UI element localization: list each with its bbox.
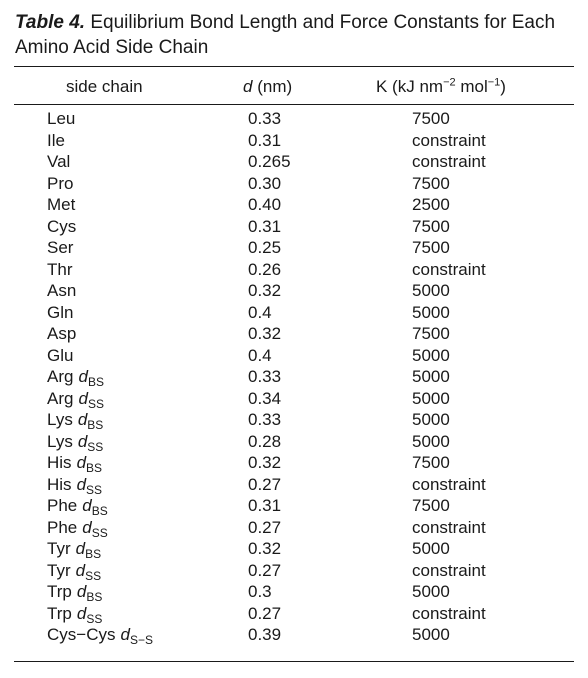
table-row bbox=[0, 173, 588, 195]
distance-subscript: $d_{BS}$ bbox=[78, 367, 104, 389]
side-chain-cell: Tyr $d_{SS}$ bbox=[47, 560, 102, 583]
bond-length-cell: 0.27 bbox=[248, 560, 282, 580]
table-row bbox=[0, 194, 588, 216]
table-body bbox=[0, 108, 588, 646]
side-chain-cell: Lys $d_{BS}$ bbox=[47, 410, 104, 432]
side-chain-cell: Trp $d_{SS}$ bbox=[47, 603, 103, 626]
side-chain-cell: Tyr $d_{BS}$ bbox=[47, 539, 102, 561]
table-row bbox=[0, 474, 588, 496]
table-row bbox=[0, 581, 588, 603]
table-row bbox=[0, 130, 588, 152]
side-chain-cell: Thr bbox=[47, 259, 73, 279]
table-row bbox=[0, 388, 588, 410]
header-d-symbol: d bbox=[243, 77, 253, 96]
table-row bbox=[0, 108, 588, 130]
side-chain-cell: Phe $d_{SS}$ bbox=[47, 517, 108, 540]
side-chain-cell: Asn bbox=[47, 281, 77, 300]
header-d bbox=[243, 76, 292, 98]
side-chain-cell: Trp $d_{BS}$ bbox=[47, 582, 103, 604]
side-chain-cell: Leu bbox=[47, 109, 76, 128]
force-constant-cell: 5000 bbox=[412, 302, 450, 322]
header-rule bbox=[14, 104, 574, 105]
bond-length-cell: 0.4 bbox=[248, 345, 272, 365]
force-constant-cell: constraint bbox=[412, 152, 486, 171]
table-row bbox=[0, 452, 588, 474]
bond-length-cell: 0.27 bbox=[248, 474, 282, 494]
side-chain-cell: Met bbox=[47, 195, 76, 214]
table-row bbox=[0, 517, 588, 539]
force-constant-cell: constraint bbox=[412, 259, 486, 279]
table-row bbox=[0, 603, 588, 625]
bond-length-cell: 0.32 bbox=[248, 539, 282, 558]
side-chain-cell: Arg $d_{SS}$ bbox=[47, 388, 104, 411]
force-constant-cell: 5000 bbox=[412, 281, 450, 300]
table-caption bbox=[15, 10, 575, 60]
force-constant-cell: 5000 bbox=[412, 410, 450, 429]
table-row bbox=[0, 302, 588, 324]
side-chain-cell: Cys bbox=[47, 216, 77, 236]
bottom-rule bbox=[14, 661, 574, 662]
table-row bbox=[0, 151, 588, 173]
distance-subscript: $d_{SS}$ bbox=[75, 560, 102, 583]
bond-length-cell: 0.32 bbox=[248, 453, 282, 472]
force-constant-cell: 5000 bbox=[412, 367, 450, 386]
table-row bbox=[0, 259, 588, 281]
table-row bbox=[0, 560, 588, 582]
side-chain-cell: Phe $d_{BS}$ bbox=[47, 496, 108, 518]
force-constant-cell: 7500 bbox=[412, 238, 450, 257]
force-constant-cell: 5000 bbox=[412, 625, 450, 644]
table-row bbox=[0, 538, 588, 560]
force-constant-cell: constraint bbox=[412, 603, 486, 623]
table-row bbox=[0, 624, 588, 646]
bond-length-cell: 0.25 bbox=[248, 238, 282, 257]
side-chain-cell: Asp bbox=[47, 324, 77, 343]
table-row bbox=[0, 345, 588, 367]
bond-length-cell: 0.34 bbox=[248, 388, 282, 408]
table-row bbox=[0, 366, 588, 388]
table-label: Table 4. bbox=[15, 12, 86, 33]
side-chain-cell: Ile bbox=[47, 130, 65, 150]
force-constant-cell: 7500 bbox=[412, 216, 450, 236]
table-row bbox=[0, 409, 588, 431]
distance-subscript: $d_{SS}$ bbox=[82, 517, 108, 540]
header-k: K (kJ $nm^{-2}$ mol$^{-1}$) bbox=[376, 76, 506, 96]
distance-subscript: $d_{S-S}$ bbox=[120, 625, 153, 647]
force-constant-cell: constraint bbox=[412, 560, 486, 580]
bond-length-cell: 0.32 bbox=[248, 324, 282, 343]
force-constant-cell: 5000 bbox=[412, 345, 450, 365]
table-row bbox=[0, 280, 588, 302]
bond-length-cell: 0.4 bbox=[248, 302, 272, 322]
force-constant-cell: 7500 bbox=[412, 109, 450, 128]
side-chain-cell: Lys $d_{SS}$ bbox=[47, 431, 104, 454]
bond-length-cell: 0.32 bbox=[248, 281, 282, 300]
bond-length-cell: 0.31 bbox=[248, 216, 282, 236]
bond-length-cell: 0.265 bbox=[248, 152, 291, 171]
force-constant-cell: 5000 bbox=[412, 388, 450, 408]
side-chain-cell: His $d_{BS}$ bbox=[47, 453, 103, 475]
bond-length-cell: 0.33 bbox=[248, 109, 282, 128]
side-chain-cell: Pro bbox=[47, 173, 74, 193]
force-constant-cell: 7500 bbox=[412, 324, 450, 343]
bond-length-cell: 0.27 bbox=[248, 603, 282, 623]
bond-length-cell: 0.3 bbox=[248, 582, 272, 601]
bond-length-cell: 0.33 bbox=[248, 367, 282, 386]
force-constant-cell: 7500 bbox=[412, 173, 450, 193]
side-chain-cell: Arg $d_{BS}$ bbox=[47, 367, 104, 389]
table-row bbox=[0, 431, 588, 453]
distance-subscript: $d_{BS}$ bbox=[75, 539, 102, 561]
side-chain-cell: Glu bbox=[47, 345, 74, 365]
distance-subscript: $d_{SS}$ bbox=[76, 603, 103, 626]
force-constant-cell: 5000 bbox=[412, 539, 450, 558]
bond-length-cell: 0.28 bbox=[248, 431, 282, 451]
side-chain-cell: Cys−Cys $d_{S-S}$ bbox=[47, 625, 153, 647]
distance-subscript: $d_{BS}$ bbox=[76, 582, 103, 604]
distance-subscript: $d_{BS}$ bbox=[76, 453, 103, 475]
side-chain-cell: Val bbox=[47, 152, 71, 171]
force-constant-cell: 7500 bbox=[412, 453, 450, 472]
distance-subscript: $d_{SS}$ bbox=[76, 474, 103, 497]
distance-subscript: $d_{BS}$ bbox=[82, 496, 108, 518]
side-chain-cell: His $d_{SS}$ bbox=[47, 474, 103, 497]
table-row bbox=[0, 323, 588, 345]
bond-length-cell: 0.27 bbox=[248, 517, 282, 537]
bond-length-cell: 0.26 bbox=[248, 259, 282, 279]
force-constant-cell: constraint bbox=[412, 130, 486, 150]
distance-subscript: $d_{SS}$ bbox=[78, 388, 104, 411]
force-constant-cell: constraint bbox=[412, 517, 486, 537]
bond-length-cell: 0.31 bbox=[248, 130, 282, 150]
top-rule bbox=[14, 66, 574, 67]
bond-length-cell: 0.39 bbox=[248, 625, 282, 644]
force-constant-cell: 5000 bbox=[412, 431, 450, 451]
distance-subscript: $d_{SS}$ bbox=[77, 431, 104, 454]
table-row bbox=[0, 495, 588, 517]
bond-length-cell: 0.40 bbox=[248, 195, 282, 214]
force-constant-cell: 2500 bbox=[412, 195, 450, 214]
table-row bbox=[0, 237, 588, 259]
side-chain-cell: Gln bbox=[47, 302, 74, 322]
bond-length-cell: 0.31 bbox=[248, 496, 282, 515]
bond-length-cell: 0.30 bbox=[248, 173, 282, 193]
bond-length-cell: 0.33 bbox=[248, 410, 282, 429]
force-constant-cell: constraint bbox=[412, 474, 486, 494]
side-chain-cell: Ser bbox=[47, 238, 74, 257]
header-d-unit: (nm) bbox=[257, 77, 293, 96]
table-row bbox=[0, 216, 588, 238]
force-constant-cell: 7500 bbox=[412, 496, 450, 515]
table-title: Equilibrium Bond Length and Force Constants for Each Amino Acid Side Chain bbox=[15, 12, 556, 58]
distance-subscript: $d_{BS}$ bbox=[77, 410, 104, 432]
header-side-chain: side chain bbox=[66, 77, 143, 96]
force-constant-cell: 5000 bbox=[412, 582, 450, 601]
